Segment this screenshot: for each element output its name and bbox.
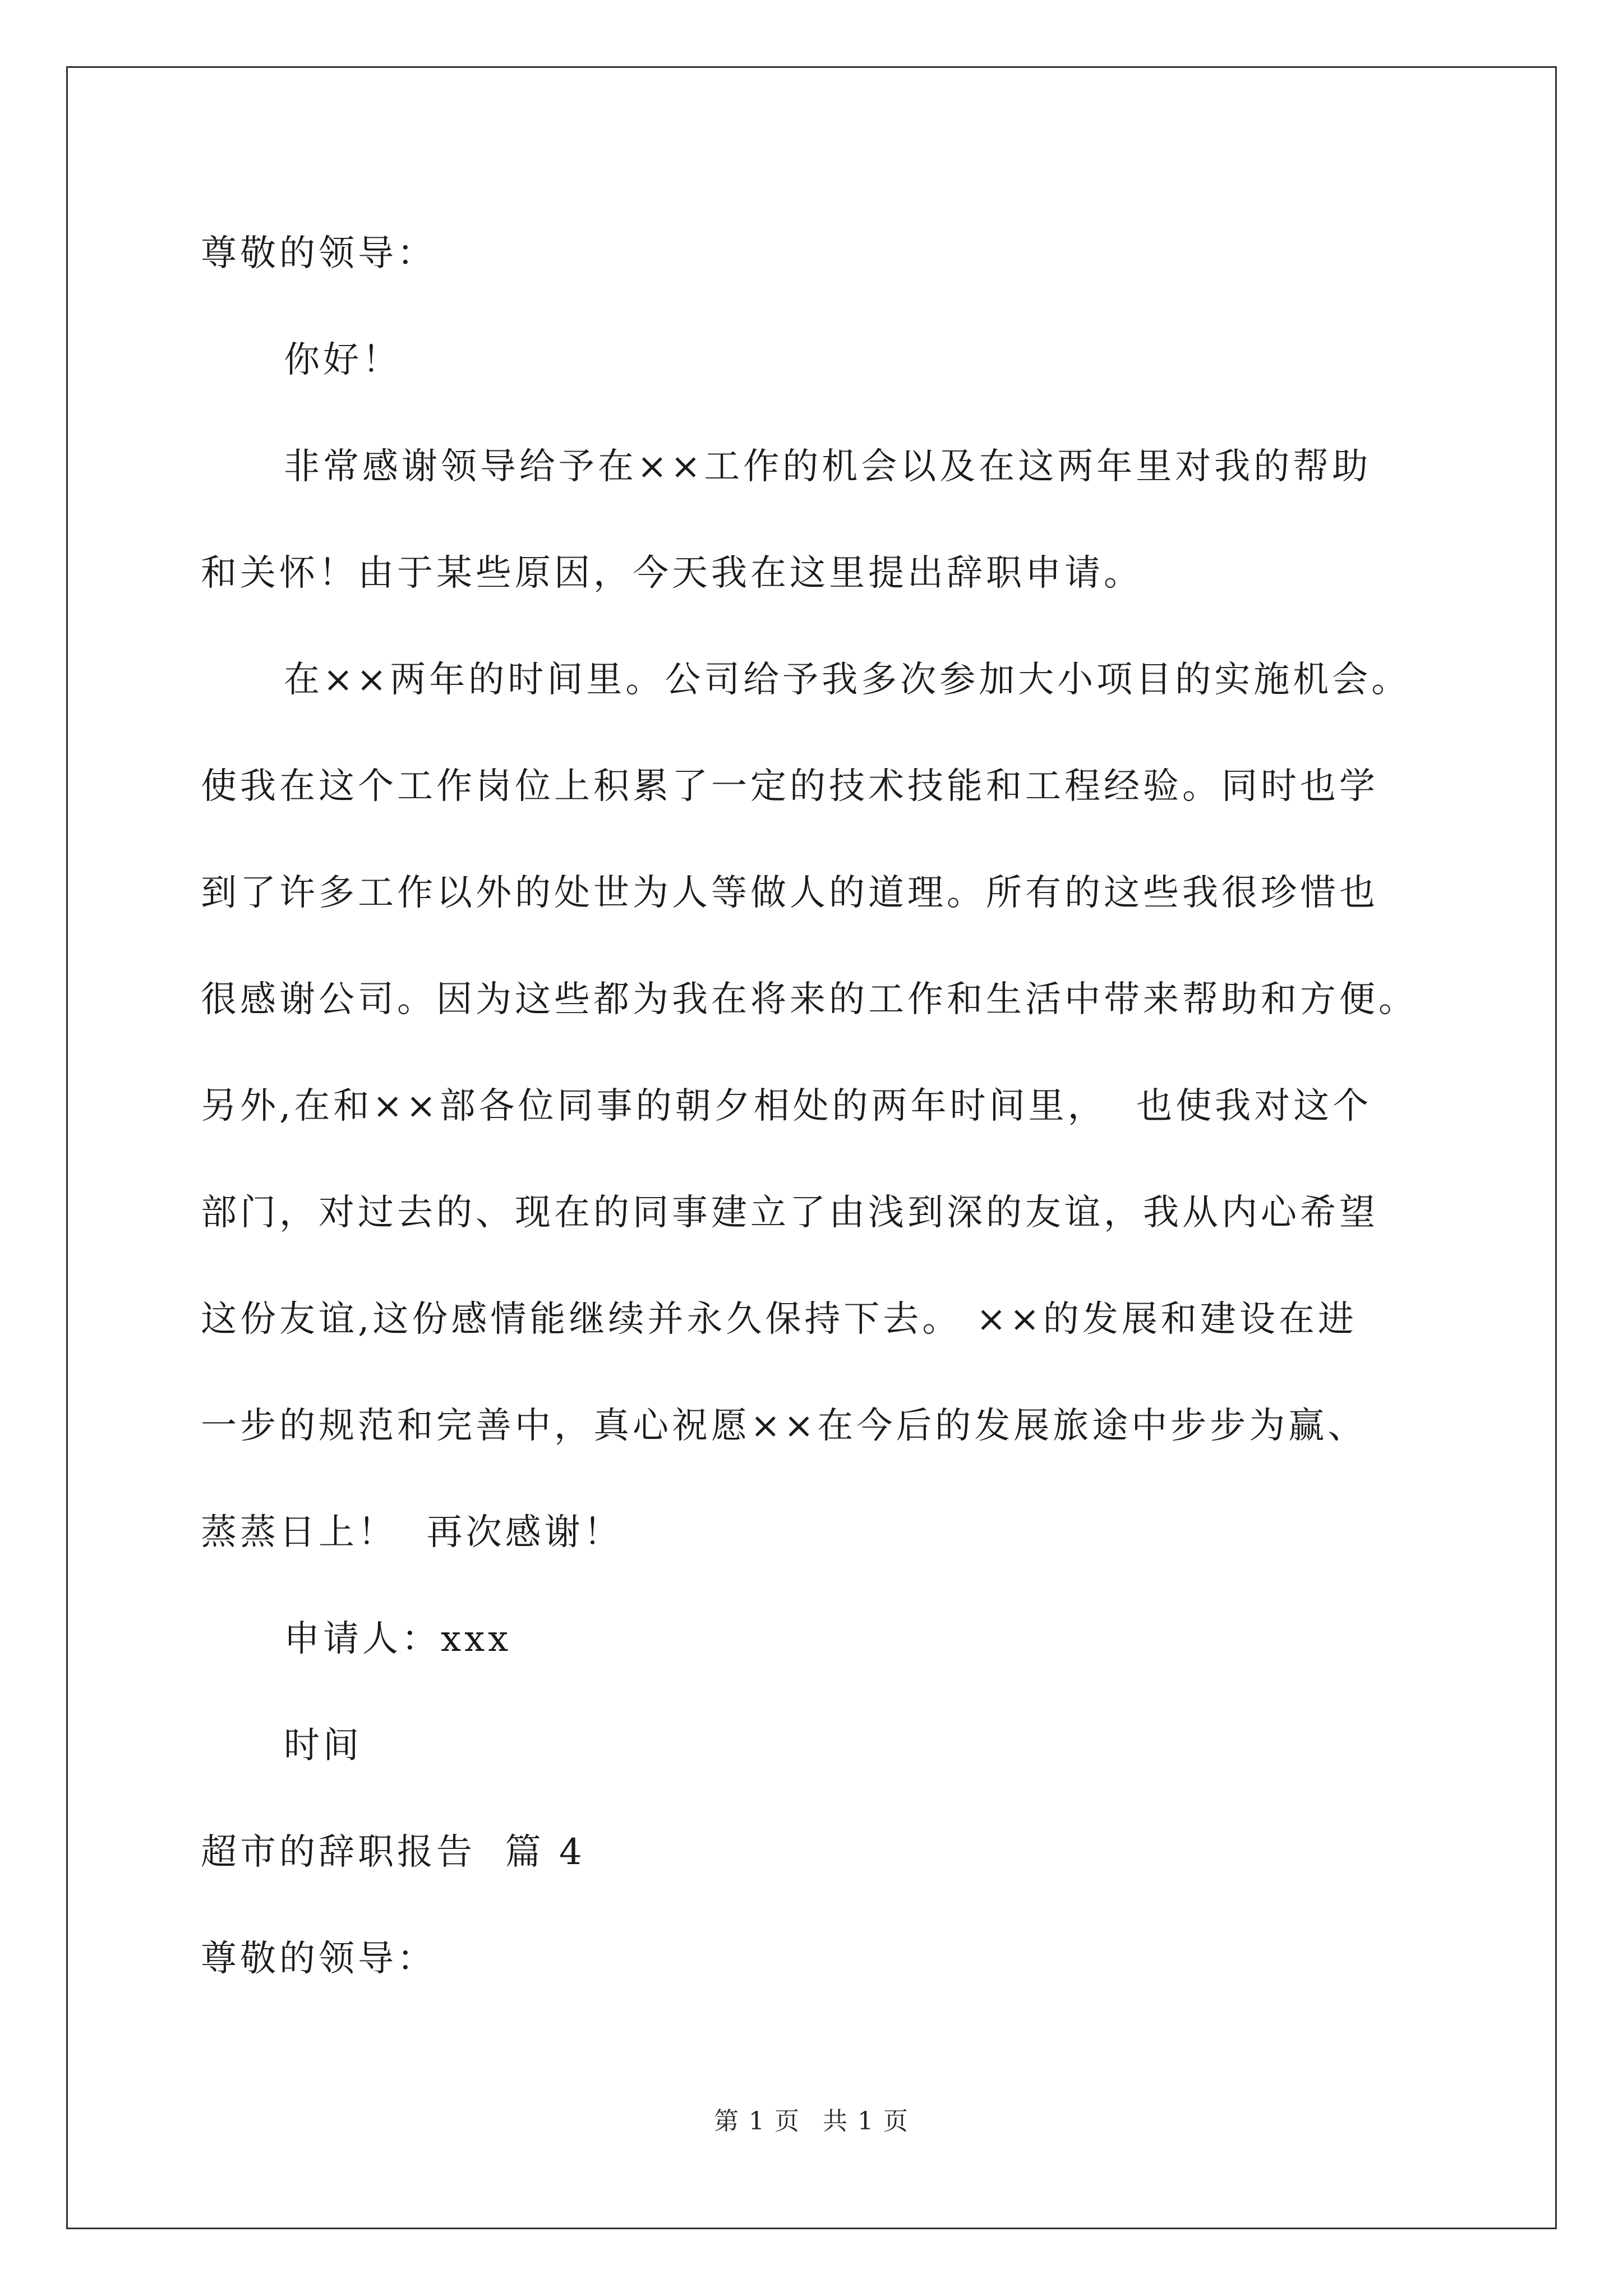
body-line: 到了许多工作以外的处世为人等做人的道理。所有的这些我很珍惜也 — [201, 872, 1378, 914]
section-heading: 超市的辞职报告 篇 4 — [201, 1832, 585, 1873]
greeting: 你好！ — [284, 339, 402, 381]
body-line: 和关怀！由于某些原因，今天我在这里提出辞职申请。 — [201, 553, 1143, 594]
page-footer — [0, 2105, 1623, 2138]
page-border — [66, 66, 1557, 2229]
applicant-line: 申请人：xxx — [284, 1618, 512, 1660]
body-line: 这份友谊,这份感情能继续并永久保持下去。 ××的发展和建设在进 — [201, 1299, 1357, 1340]
body-line: 部门，对过去的、现在的同事建立了由浅到深的友谊，我从内心希望 — [201, 1192, 1378, 1234]
page-number-current: 第 1 页 — [714, 2107, 800, 2136]
body-line: 很感谢公司。因为这些都为我在将来的工作和生活中带来帮助和方便。 — [201, 979, 1418, 1020]
body-line: 一步的规范和完善中，真心祝愿××在今后的发展旅途中步步为赢、 — [201, 1405, 1367, 1447]
body-line: 蒸蒸日上！ 再次感谢！ — [201, 1512, 623, 1553]
salutation: 尊敬的领导： — [201, 1938, 436, 1980]
body-line: 另外,在和××部各位同事的朝夕相处的两年时间里， 也使我对这个 — [201, 1085, 1372, 1127]
body-line: 在××两年的时间里。公司给予我多次参加大小项目的实施机会。 — [284, 659, 1411, 701]
salutation: 尊敬的领导： — [201, 233, 436, 274]
page-number-total: 共 1 页 — [823, 2107, 909, 2136]
body-line: 非常感谢领导给予在××工作的机会以及在这两年里对我的帮助 — [284, 446, 1372, 487]
date-line: 时间 — [284, 1725, 362, 1766]
body-line: 使我在这个工作岗位上积累了一定的技术技能和工程经验。同时也学 — [201, 766, 1378, 807]
